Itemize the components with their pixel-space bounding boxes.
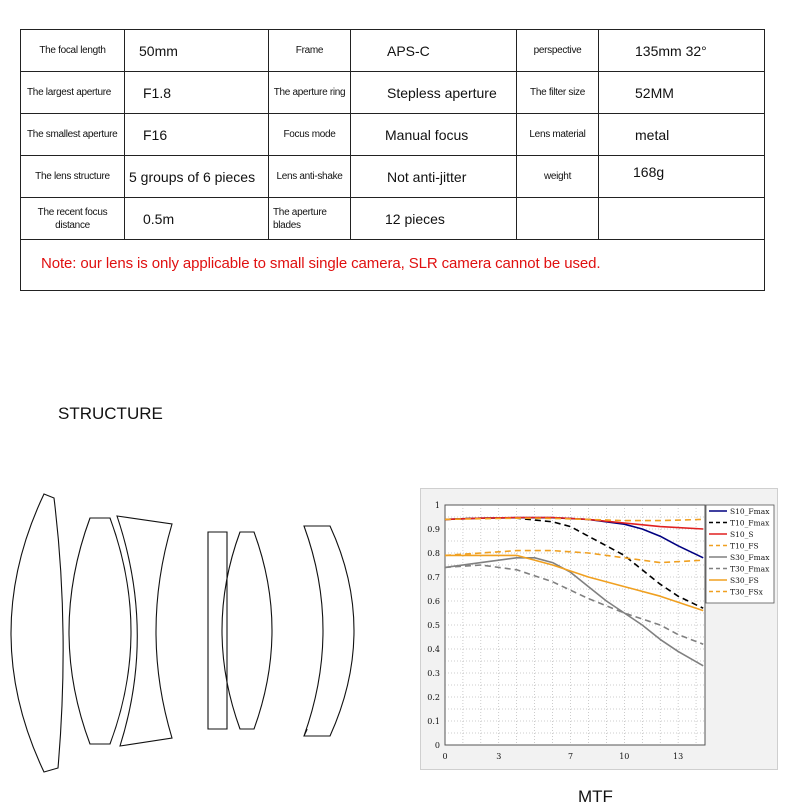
- spec-label: The smallest aperture: [21, 114, 125, 155]
- lens-element-2: [69, 518, 131, 744]
- spec-value: 5 groups of 6 pieces: [125, 156, 269, 197]
- spec-value: 168g: [633, 164, 665, 180]
- x-tick-label: 13: [673, 752, 684, 761]
- y-tick-label: 1: [434, 501, 440, 510]
- spec-value: 52MM: [635, 84, 674, 101]
- y-tick-label: 0.3: [427, 669, 440, 678]
- spec-value: 135mm 32°: [635, 42, 707, 59]
- lens-element-1: [11, 494, 63, 772]
- y-tick-label: 0.4: [427, 645, 440, 654]
- x-tick-label: 7: [567, 752, 574, 761]
- lens-element-3: [117, 516, 172, 746]
- lens-element-4: [208, 532, 227, 729]
- spec-label: weight: [517, 156, 599, 197]
- spec-label: [517, 198, 599, 239]
- spec-label: Frame: [269, 30, 351, 71]
- mtf-chart: [420, 488, 778, 770]
- y-tick-label: 0.2: [427, 693, 440, 702]
- spec-label: perspective: [517, 30, 599, 71]
- legend-label: T30_FSx: [730, 587, 763, 597]
- legend-label: T10_Fmax: [730, 518, 770, 528]
- spec-label: Lens anti-shake: [269, 156, 351, 197]
- y-tick-label: 0.7: [427, 573, 440, 582]
- spec-label: Focus mode: [269, 114, 351, 155]
- spec-value: Not anti-jitter: [351, 156, 517, 197]
- legend-label: T10_FS: [730, 541, 759, 551]
- spec-value: Manual focus: [351, 114, 517, 155]
- spec-table: [20, 29, 765, 291]
- y-tick-label: 0.6: [427, 597, 440, 606]
- spec-row: [21, 114, 764, 156]
- spec-label: The aperture ring: [269, 72, 351, 113]
- spec-value: 50mm: [125, 30, 269, 71]
- spec-row: [21, 30, 764, 72]
- legend-label: S10_S: [730, 530, 754, 539]
- x-tick-label: 0: [442, 752, 448, 761]
- spec-label: The aperture blades: [269, 198, 351, 239]
- spec-value: metal: [635, 126, 670, 143]
- spec-label: The largest aperture: [21, 72, 125, 113]
- legend-label: S30_FS: [730, 576, 759, 585]
- spec-value: 12 pieces: [351, 198, 517, 239]
- mtf-caption: MTF: [578, 787, 613, 806]
- y-tick-label: 0.8: [427, 549, 440, 558]
- x-tick-label: 10: [619, 752, 630, 761]
- spec-value: APS-C: [351, 30, 517, 71]
- spec-label: The lens structure: [21, 156, 125, 197]
- spec-label: The filter size: [517, 72, 599, 113]
- spec-value: F16: [125, 114, 269, 155]
- note-row: [21, 240, 764, 292]
- structure-title: STRUCTURE: [58, 404, 163, 423]
- y-tick-label: 0.5: [427, 621, 440, 630]
- spec-row: [21, 72, 764, 114]
- legend-label: S10_Fmax: [730, 507, 770, 516]
- spec-row: [21, 198, 764, 240]
- spec-value: 0.5m: [125, 198, 269, 239]
- spec-value: F1.8: [125, 72, 269, 113]
- spec-value: Stepless aperture: [351, 72, 517, 113]
- lens-elements-cross-section-icon: [0, 488, 370, 778]
- legend-label: T30_Fmax: [730, 564, 770, 574]
- legend-label: S30_Fmax: [730, 553, 770, 562]
- spec-value: [599, 198, 766, 239]
- lens-element-5: [222, 532, 272, 729]
- lens-element-6: [304, 526, 354, 736]
- spec-label: The focal length: [21, 30, 125, 71]
- y-tick-label: 0.9: [427, 525, 440, 534]
- spec-row: [21, 156, 764, 198]
- y-tick-label: 0: [434, 741, 440, 750]
- spec-label: The recent focus distance: [21, 198, 125, 239]
- mtf-plot: [421, 489, 777, 769]
- spec-label: Lens material: [517, 114, 599, 155]
- compatibility-note: Note: our lens is only applicable to small single camera, SLR camera cannot be used.: [41, 254, 601, 272]
- y-tick-label: 0.1: [427, 717, 440, 726]
- x-tick-label: 3: [496, 752, 502, 761]
